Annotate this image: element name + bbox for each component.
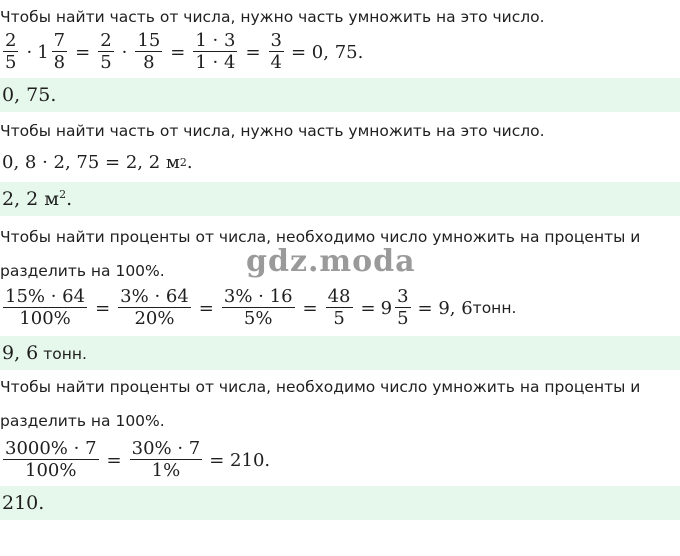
answer-value: 9, 6 тонн. bbox=[2, 342, 87, 364]
rule-text: разделить на 100%. bbox=[0, 262, 165, 280]
answer-value: 0, 75. bbox=[2, 84, 57, 106]
fraction: $\frac{1 \cdot 3}{1 \cdot 4}$ bbox=[195, 30, 236, 73]
fraction: $\frac{15}{8}$ bbox=[137, 30, 161, 73]
rule-text: Чтобы найти проценты от числа, необходимо число умножить на проценты и bbox=[0, 378, 641, 396]
solution-line: $\frac{3000\% \cdot 7}{100\%}$ = $\frac{30\% \cdot 7}{1\%}$ = 210. bbox=[5, 438, 271, 481]
fraction: $\frac{3\% \cdot 16}{5\%}$ bbox=[223, 286, 293, 329]
fraction: $\frac{3\% \cdot 64}{20\%}$ bbox=[120, 286, 189, 329]
answer-value: 2, 2 $м^2$. bbox=[2, 187, 73, 211]
answer-value: 210. bbox=[2, 492, 45, 514]
solution-line: $\frac{15\% \cdot 64}{100\%}$ = $\frac{3\% \cdot 64}{20\%}$ = $\frac{3\% \cdot 16}{5\%}$ = $\frac{48}{5}$ = 9 $\frac{3}{5}$ = 9, 6 тонн. bbox=[5, 286, 517, 329]
watermark: gdz.moda bbox=[246, 244, 416, 279]
rule-text: Чтобы найти часть от числа, нужно часть умножить на это число. bbox=[0, 122, 545, 140]
rule-text: разделить на 100%. bbox=[0, 412, 165, 430]
fraction: $\frac{3000\% \cdot 7}{100\%}$ bbox=[5, 438, 97, 481]
solution-line: 0, 8 · 2, 75 = 2, 2 м 2 . bbox=[2, 152, 193, 173]
rule-text: Чтобы найти проценты от числа, необходимо число умножить на проценты и bbox=[0, 228, 641, 246]
answer-box bbox=[0, 486, 680, 520]
fraction: $\frac{3}{5}$ bbox=[397, 286, 409, 329]
fraction: $\frac{3}{4}$ bbox=[270, 30, 282, 73]
fraction: $\frac{48}{5}$ bbox=[327, 286, 351, 329]
fraction: $\frac{15\% \cdot 64}{100\%}$ bbox=[5, 286, 86, 329]
fraction: $\frac{2}{5}$ bbox=[5, 30, 17, 73]
solution-line: $\frac{2}{5}$ · 1 $\frac{7}{8}$ = $\frac{2}{5}$ · $\frac{15}{8}$ = $\frac{1 \cdot 3}{1 \cdot 4}$ = $\frac{3}{4}$ = 0, 75. bbox=[5, 30, 364, 73]
fraction: $\frac{7}{8}$ bbox=[53, 30, 66, 73]
answer-box bbox=[0, 336, 680, 370]
answer-box bbox=[0, 78, 680, 112]
answer-box bbox=[0, 182, 680, 216]
fraction: $\frac{30\% \cdot 7}{1\%}$ bbox=[131, 438, 201, 481]
rule-text: Чтобы найти часть от числа, нужно часть умножить на это число. bbox=[0, 8, 545, 26]
fraction: $\frac{2}{5}$ bbox=[100, 30, 112, 73]
